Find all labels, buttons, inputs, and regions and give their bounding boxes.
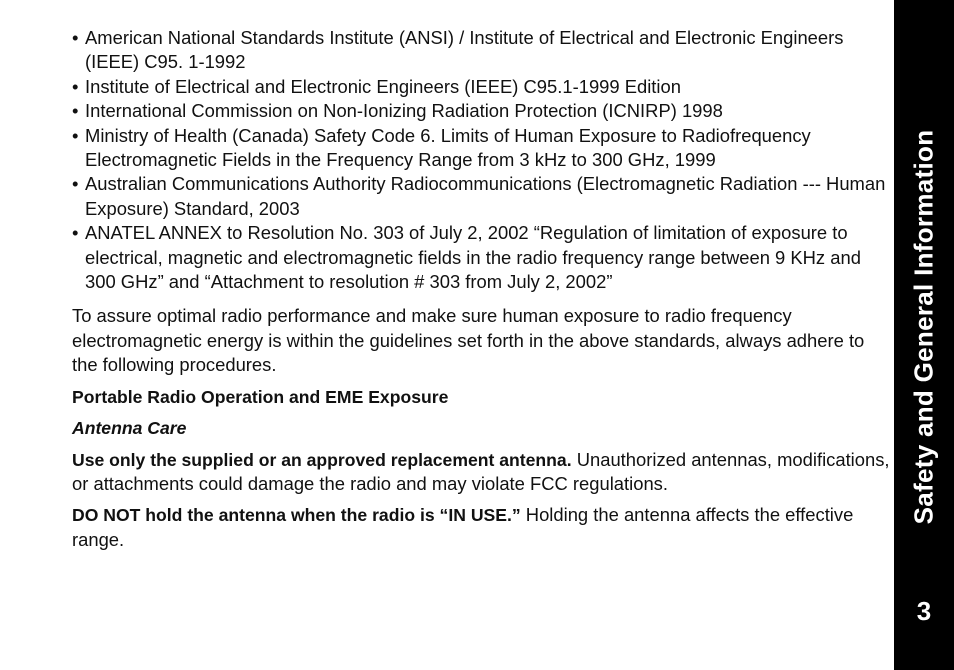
bullet-icon: •	[72, 75, 79, 97]
list-item-text: International Commission on Non-Ionizing Radiation Protection (ICNIRP) 1998	[85, 100, 723, 122]
paragraph-body: Unauthorized antennas, modifications, or attachments could damage the radio and may violate FCC regulations.	[72, 448, 890, 494]
list-item	[72, 221, 894, 294]
bullet-icon: •	[72, 173, 79, 195]
list-item	[72, 99, 894, 123]
list-item-text: Institute of Electrical and Electronic Engineers (IEEE) C95.1-1999 Edition	[85, 75, 681, 97]
paragraph-lead: Use only the supplied or an approved replacement antenna.	[72, 449, 572, 470]
side-tab	[894, 0, 954, 670]
bullet-icon: •	[72, 100, 79, 122]
list-item	[72, 172, 894, 221]
bullet-icon: •	[72, 124, 79, 146]
list-item-text: Ministry of Health (Canada) Safety Code 6. Limits of Human Exposure to Radiofrequency Electromagnetic Fields in the Frequency Range from 3 kHz to 300 GHz, 1999	[85, 124, 811, 171]
page-content	[72, 26, 894, 552]
page-number: 3	[916, 596, 932, 626]
list-item	[72, 124, 894, 173]
list-item-text: ANATEL ANNEX to Resolution No. 303 of July 2, 2002 “Regulation of limitation of exposure to electrical, magnetic and electromagnetic fields in the radio frequency range between 9 KHz and 300 GHz” and “Attachment to resolution # 303 from July 2, 2002”	[85, 222, 861, 293]
list-item	[72, 75, 894, 99]
intro-paragraph: To assure optimal radio performance and make sure human exposure to radio frequency electromagnetic energy is within the guidelines set forth in the above standards, always adhere to the following procedures.	[72, 305, 865, 376]
hold-antenna-paragraph	[72, 503, 894, 552]
paragraph-lead: DO NOT hold the antenna when the radio is “IN USE.”	[72, 505, 521, 526]
subsection-heading: Antenna Care	[72, 418, 187, 439]
list-item	[72, 26, 894, 75]
list-item-text: Australian Communications Authority Radiocommunications (Electromagnetic Radiation --- Human Exposure) Standard, 2003	[85, 173, 886, 219]
bullet-icon: •	[72, 222, 79, 244]
bullet-icon: •	[72, 27, 79, 48]
section-heading: Portable Radio Operation and EME Exposure	[72, 386, 449, 407]
antenna-paragraph	[72, 448, 894, 497]
standards-list	[72, 26, 894, 294]
side-tab-title: Safety and General Information	[908, 129, 939, 525]
paragraph-body: Holding the antenna affects the effective range.	[72, 504, 854, 550]
list-item-text: American National Standards Institute (ANSI) / Institute of Electrical and Electronic Engineers (IEEE) C95. 1-1992	[85, 27, 844, 73]
